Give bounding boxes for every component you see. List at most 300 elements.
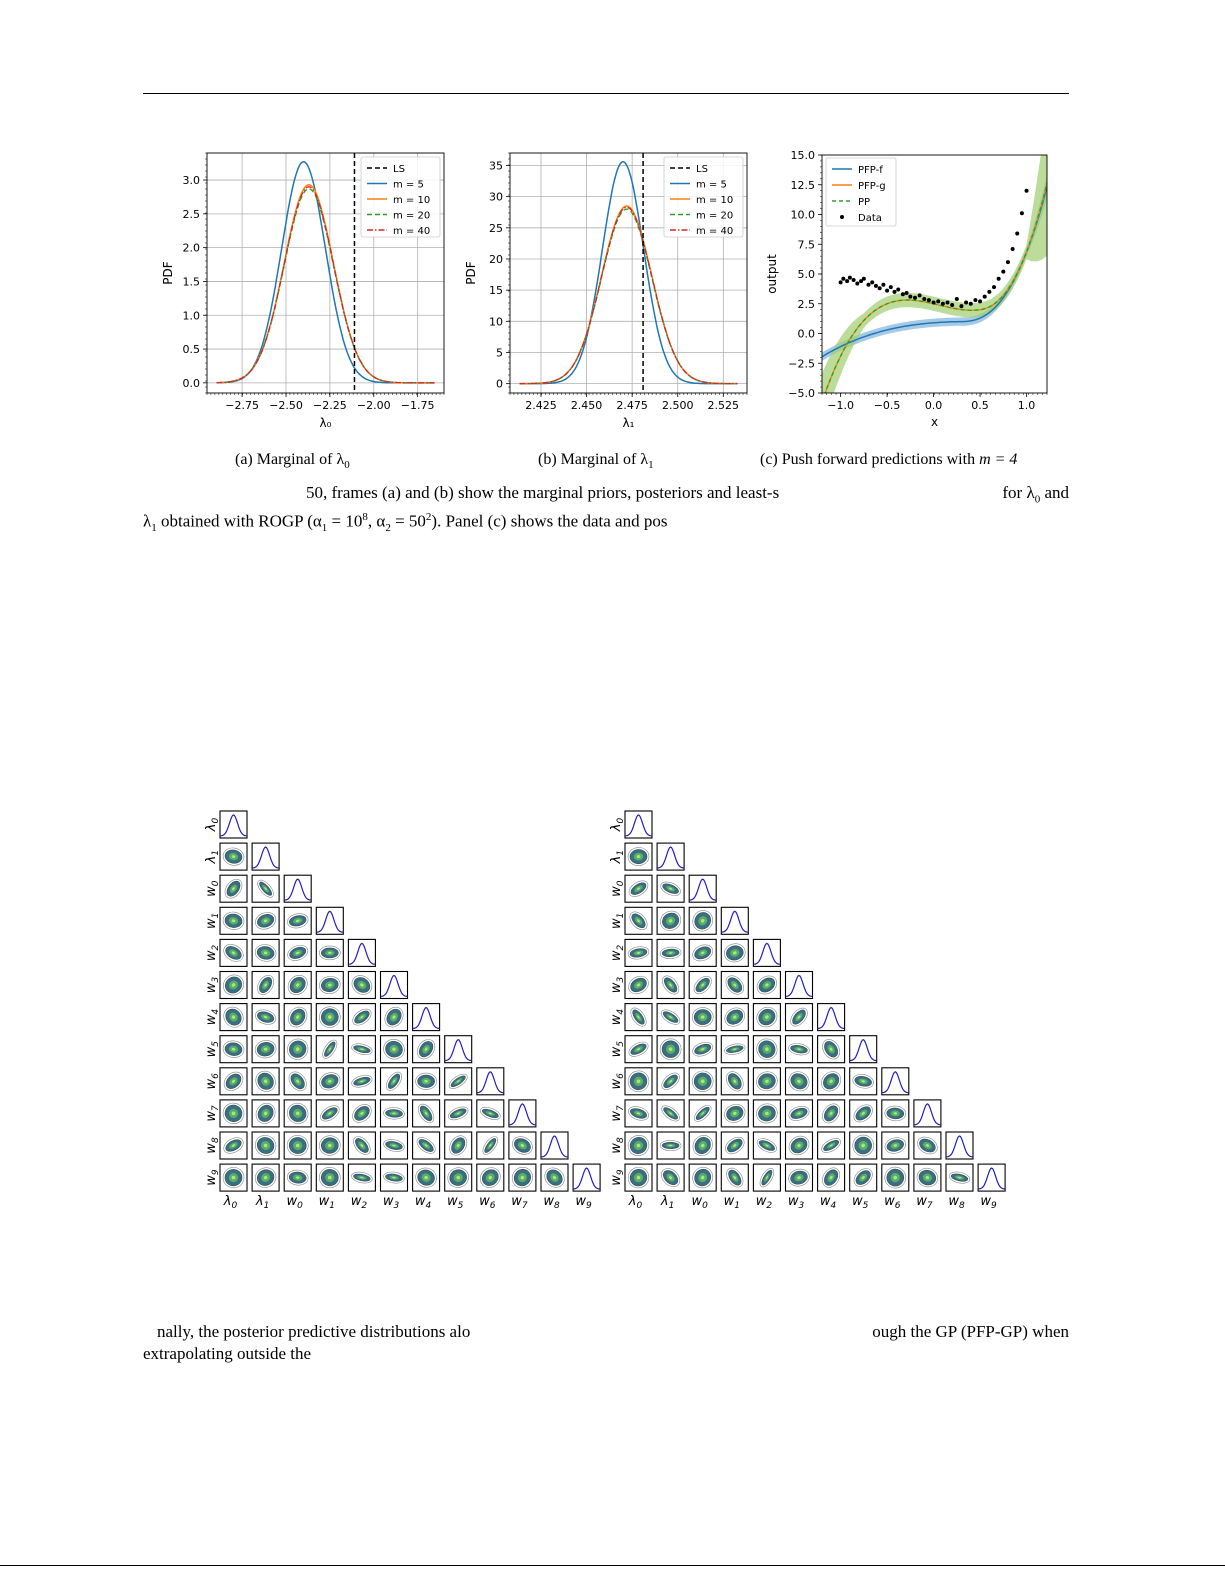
data-point bbox=[881, 283, 885, 287]
y-tick-label: 2.5 bbox=[797, 297, 815, 311]
caption-frag: 2 bbox=[425, 511, 432, 523]
caption-line1-left: 50, frames (a) and (b) show the marginal priors, posteriors and least-s bbox=[306, 483, 780, 502]
marginal-cell bbox=[914, 1100, 941, 1127]
col-label: $w_5$ bbox=[852, 1194, 869, 1212]
y-tick-label: 7.5 bbox=[797, 238, 815, 252]
pair-cell bbox=[316, 972, 343, 999]
col-label: $\lambda_0$ bbox=[628, 1194, 643, 1212]
row-label: $w_8$ bbox=[609, 1137, 626, 1154]
pair-cell bbox=[477, 1132, 504, 1159]
data-point bbox=[941, 302, 945, 306]
pair-cell bbox=[284, 1132, 311, 1159]
pair-cell bbox=[786, 1036, 813, 1063]
y-tick-label: 5 bbox=[496, 346, 503, 360]
col-label-sub: 3 bbox=[393, 1201, 400, 1212]
col-label: $\lambda_1$ bbox=[660, 1194, 675, 1212]
pair-cell bbox=[817, 1068, 844, 1095]
row-label: $w_4$ bbox=[609, 1008, 626, 1026]
pair-cell bbox=[220, 907, 247, 934]
subcaption-a-sub: 0 bbox=[344, 459, 350, 472]
data-point bbox=[969, 302, 973, 306]
col-label-sub: 0 bbox=[636, 1201, 643, 1212]
col-label: $\lambda_1$ bbox=[255, 1194, 270, 1212]
legend-swatch bbox=[840, 215, 844, 219]
row-label: $w_6$ bbox=[609, 1073, 626, 1090]
pair-cell bbox=[689, 907, 716, 935]
x-tick-label: −2.75 bbox=[225, 399, 259, 412]
x-tick-label: −1.0 bbox=[827, 399, 854, 412]
pair-cell bbox=[753, 1132, 780, 1159]
y-tick-label: 15.0 bbox=[790, 149, 815, 162]
data-point bbox=[905, 291, 909, 295]
marginal-cell bbox=[220, 811, 247, 838]
marginal-cell bbox=[252, 843, 279, 870]
marginal-cell bbox=[413, 1004, 440, 1031]
x-tick-label: 2.450 bbox=[570, 399, 603, 412]
pair-cell bbox=[689, 1068, 716, 1095]
pair-cell bbox=[316, 1036, 343, 1063]
caption-frag: 8 bbox=[362, 511, 368, 523]
data-point bbox=[852, 278, 856, 282]
marginal-cell bbox=[509, 1100, 536, 1127]
y-tick-label: 1.5 bbox=[182, 275, 200, 289]
y-tick-label: 2.0 bbox=[182, 241, 200, 255]
subcaption-a-text: (a) Marginal of λ bbox=[235, 451, 345, 468]
col-label-sub: 9 bbox=[586, 1201, 592, 1212]
marginal-cell bbox=[657, 843, 684, 870]
data-point bbox=[874, 284, 878, 288]
marginal-cell bbox=[445, 1036, 472, 1063]
y-tick-label: 10 bbox=[489, 315, 503, 329]
pair-cell bbox=[689, 939, 716, 966]
pair-cell bbox=[413, 1164, 440, 1191]
pair-cell bbox=[753, 972, 780, 999]
y-tick-label: 25 bbox=[489, 221, 503, 235]
legend-label: m = 20 bbox=[393, 210, 431, 222]
pair-cell bbox=[381, 1164, 408, 1191]
row-label-sub: 1 bbox=[616, 912, 626, 919]
footer-rule bbox=[0, 1565, 1225, 1566]
data-point bbox=[878, 286, 882, 290]
caption-frag: 1 bbox=[151, 522, 157, 535]
row-label-sub: 1 bbox=[616, 849, 626, 856]
row-label-sub: 9 bbox=[616, 1169, 626, 1176]
pair-cell bbox=[284, 907, 311, 934]
pair-cell bbox=[914, 1164, 941, 1191]
data-point bbox=[950, 303, 954, 307]
data-point bbox=[1011, 247, 1015, 251]
pair-cell bbox=[283, 1099, 312, 1128]
marginal-cell bbox=[818, 1004, 845, 1031]
caption-frag: and bbox=[1040, 483, 1069, 502]
marginal-cell bbox=[689, 875, 716, 902]
marginal-cell bbox=[850, 1036, 877, 1063]
pair-cell bbox=[316, 1068, 343, 1095]
col-label-sub: 4 bbox=[830, 1201, 837, 1212]
y-axis-label: PDF bbox=[464, 261, 478, 285]
paragraph-line2: extrapolating outside the bbox=[143, 1344, 312, 1363]
caption-frag: 0 bbox=[1034, 493, 1041, 506]
header-rule bbox=[143, 93, 1069, 94]
data-point bbox=[913, 296, 917, 300]
row-label-sub: 9 bbox=[211, 1169, 221, 1176]
row-label: $w_0$ bbox=[609, 880, 626, 897]
row-label: $w_8$ bbox=[204, 1137, 221, 1154]
col-label-sub: 1 bbox=[329, 1201, 335, 1212]
pair-cell bbox=[657, 1068, 684, 1095]
col-label: $w_2$ bbox=[755, 1194, 773, 1212]
col-label-sub: 2 bbox=[361, 1201, 368, 1212]
y-tick-label: 0 bbox=[496, 377, 503, 391]
pair-cell bbox=[413, 1036, 440, 1063]
y-tick-label: 0.0 bbox=[182, 376, 200, 390]
row-label-sub: 0 bbox=[616, 817, 626, 824]
pair-cell bbox=[252, 875, 279, 902]
pair-cell bbox=[625, 875, 652, 902]
pair-cell bbox=[818, 1132, 845, 1159]
pair-cell bbox=[220, 1164, 247, 1191]
subcaption-b-sub: 1 bbox=[648, 459, 654, 472]
pair-cell bbox=[219, 971, 248, 999]
paragraph-line1-right: ough the GP (PFP-GP) when bbox=[872, 1322, 1069, 1341]
row-label: $w_6$ bbox=[204, 1073, 221, 1090]
data-point bbox=[955, 297, 959, 301]
caption-frag: = 50 bbox=[390, 511, 426, 531]
data-point bbox=[1020, 211, 1024, 215]
col-label: $w_6$ bbox=[884, 1194, 901, 1212]
row-label: $w_4$ bbox=[204, 1008, 221, 1026]
data-point bbox=[848, 276, 852, 280]
pair-cell bbox=[348, 1100, 375, 1127]
legend-label: LS bbox=[696, 164, 708, 175]
row-label: $w_3$ bbox=[609, 976, 626, 994]
row-label: $w_3$ bbox=[204, 976, 221, 994]
pair-cell bbox=[721, 1036, 748, 1063]
paragraph-line1-left: nally, the posterior predictive distributions alo bbox=[157, 1322, 471, 1341]
col-label-sub: 5 bbox=[457, 1201, 464, 1212]
data-point bbox=[978, 299, 982, 303]
col-label: $w_0$ bbox=[691, 1194, 708, 1212]
pair-cell bbox=[625, 1036, 652, 1063]
pair-cell bbox=[284, 939, 311, 966]
pair-cell bbox=[316, 1003, 343, 1030]
data-point bbox=[841, 277, 845, 281]
x-tick-label: 2.475 bbox=[616, 399, 648, 412]
pair-cell bbox=[348, 1004, 375, 1031]
legend-label: m = 40 bbox=[696, 226, 734, 237]
data-point bbox=[845, 279, 849, 283]
plot-area bbox=[161, 153, 444, 430]
y-tick-label: 35 bbox=[489, 159, 503, 173]
col-label: $\lambda_0$ bbox=[223, 1194, 238, 1212]
corner-grid bbox=[609, 811, 1005, 1211]
data-point bbox=[862, 277, 866, 281]
pair-cell bbox=[721, 1100, 748, 1127]
row-label-sub: 4 bbox=[616, 1008, 626, 1015]
pair-cell bbox=[625, 972, 652, 999]
pair-cell bbox=[252, 972, 279, 999]
x-axis-label: λ₁ bbox=[622, 416, 635, 430]
subcaption-b bbox=[538, 451, 654, 474]
x-tick-label: 1.0 bbox=[1017, 399, 1036, 412]
row-label: $w_1$ bbox=[609, 912, 626, 929]
col-label: $w_4$ bbox=[819, 1194, 837, 1212]
pair-cell bbox=[625, 1004, 652, 1031]
pair-cell bbox=[753, 1068, 780, 1095]
row-label-sub: 1 bbox=[211, 912, 221, 919]
pair-cell bbox=[657, 939, 684, 966]
marginal-cell bbox=[477, 1068, 504, 1095]
pair-cell bbox=[721, 1164, 748, 1191]
pair-cell bbox=[850, 1100, 877, 1127]
pair-cell bbox=[818, 1164, 845, 1191]
row-label-sub: 3 bbox=[211, 976, 221, 983]
data-point bbox=[997, 277, 1001, 281]
pair-cell bbox=[786, 1004, 813, 1031]
pair-cell bbox=[476, 1164, 504, 1192]
row-label-sub: 6 bbox=[211, 1073, 221, 1079]
subcaption-c-math: m = 4 bbox=[979, 451, 1018, 468]
pair-cell bbox=[316, 1164, 343, 1191]
pair-cell bbox=[283, 1035, 312, 1064]
col-label: $w_9$ bbox=[980, 1194, 997, 1212]
data-point bbox=[964, 301, 968, 305]
col-label: $w_4$ bbox=[414, 1194, 432, 1212]
caption-frag: = 10 bbox=[327, 511, 363, 531]
pair-cell bbox=[220, 1100, 247, 1127]
pair-cell bbox=[252, 939, 279, 966]
x-tick-label: 2.525 bbox=[707, 399, 740, 412]
pair-cell bbox=[220, 1132, 247, 1159]
row-label-sub: 5 bbox=[211, 1041, 221, 1047]
y-tick-label: 30 bbox=[489, 190, 503, 204]
legend-label: m = 10 bbox=[696, 195, 734, 206]
col-label: $w_7$ bbox=[916, 1194, 933, 1212]
x-tick-label: −2.25 bbox=[313, 399, 347, 412]
pair-cell bbox=[625, 939, 652, 966]
caption-line2 bbox=[143, 506, 667, 539]
corner-grid bbox=[204, 811, 600, 1211]
x-axis-label: x bbox=[930, 415, 939, 429]
x-tick-label: 2.425 bbox=[525, 399, 557, 412]
caption-line1-right bbox=[1002, 482, 1069, 510]
pair-cell bbox=[316, 939, 343, 966]
pair-cell bbox=[252, 1036, 279, 1063]
data-point bbox=[922, 297, 926, 301]
pair-cell bbox=[252, 907, 279, 934]
col-label: $w_6$ bbox=[479, 1194, 496, 1212]
data-point bbox=[973, 298, 977, 302]
data-point bbox=[839, 280, 843, 284]
col-label-sub: 0 bbox=[297, 1201, 303, 1212]
pair-cell bbox=[381, 1068, 408, 1095]
pair-cell bbox=[850, 1068, 877, 1095]
legend-label: m = 10 bbox=[393, 195, 431, 206]
marginal-cell bbox=[541, 1132, 568, 1159]
row-label-sub: 7 bbox=[211, 1105, 221, 1111]
y-tick-label: 20 bbox=[489, 252, 503, 266]
col-label-sub: 0 bbox=[702, 1201, 708, 1212]
data-point bbox=[959, 304, 963, 308]
pair-cell bbox=[689, 1132, 716, 1160]
col-label: $w_3$ bbox=[382, 1194, 400, 1212]
pair-cell bbox=[850, 1164, 877, 1191]
legend-label: m = 5 bbox=[393, 179, 424, 191]
subcaption-a bbox=[235, 451, 350, 474]
y-tick-label: 3.0 bbox=[182, 174, 200, 188]
col-label-sub: 5 bbox=[862, 1201, 869, 1212]
data-point bbox=[1015, 232, 1019, 236]
marginal-cell bbox=[978, 1164, 1005, 1191]
caption-frag: , α bbox=[367, 511, 386, 531]
pair-cell bbox=[348, 1164, 375, 1191]
marginal-cell bbox=[786, 972, 813, 999]
subcaption-c-text: (c) Push forward predictions with bbox=[760, 451, 980, 468]
caption-frag: for λ bbox=[1002, 483, 1035, 502]
x-tick-label: 2.500 bbox=[661, 399, 694, 412]
pair-cell bbox=[786, 1100, 813, 1127]
y-tick-label: 2.5 bbox=[182, 207, 200, 221]
pair-cell bbox=[220, 1003, 248, 1031]
row-label: $w_2$ bbox=[609, 944, 626, 962]
pair-cell bbox=[316, 1100, 343, 1127]
legend-label: Data bbox=[858, 213, 882, 224]
caption-frag: 1 bbox=[321, 522, 328, 535]
data-point bbox=[918, 293, 922, 297]
col-label: $w_3$ bbox=[787, 1194, 805, 1212]
y-tick-label: −2.5 bbox=[788, 357, 815, 371]
col-label-sub: 2 bbox=[766, 1201, 773, 1212]
legend-label: m = 5 bbox=[696, 179, 727, 191]
data-point bbox=[1025, 189, 1029, 193]
chart-marginal-lambda1 bbox=[458, 140, 753, 435]
legend-label: PFP-f bbox=[858, 165, 883, 176]
legend-label: PFP-g bbox=[858, 181, 886, 192]
pair-cell bbox=[657, 972, 684, 999]
data-point bbox=[896, 287, 900, 291]
pair-cell bbox=[624, 1131, 652, 1159]
pair-cell bbox=[445, 1100, 472, 1127]
col-label-sub: 7 bbox=[926, 1201, 933, 1212]
plot-area bbox=[765, 140, 1047, 430]
pair-cell bbox=[445, 1132, 472, 1159]
pair-cell bbox=[689, 1100, 716, 1127]
row-label: $w_1$ bbox=[204, 912, 221, 929]
pair-cell bbox=[721, 1004, 748, 1031]
subcaption-b-text: (b) Marginal of λ bbox=[538, 451, 649, 468]
row-label: $\lambda_0$ bbox=[204, 817, 221, 832]
col-label-sub: 6 bbox=[894, 1201, 901, 1212]
marginal-cell bbox=[882, 1068, 909, 1095]
pair-cell bbox=[220, 1068, 247, 1095]
marginal-cell bbox=[753, 939, 780, 966]
pair-cell bbox=[753, 1164, 780, 1191]
pair-cell bbox=[689, 1036, 716, 1063]
row-label-sub: 8 bbox=[616, 1137, 626, 1144]
row-label-sub: 0 bbox=[616, 880, 626, 887]
x-tick-label: −0.5 bbox=[873, 399, 901, 412]
col-label-sub: 1 bbox=[668, 1201, 675, 1212]
x-tick-label: −2.00 bbox=[356, 399, 391, 412]
y-tick-label: −5.0 bbox=[788, 387, 815, 400]
pair-cell bbox=[721, 1132, 748, 1159]
pair-cell bbox=[220, 1036, 247, 1063]
pair-cell bbox=[252, 1164, 280, 1191]
col-label: $w_9$ bbox=[575, 1194, 592, 1212]
pair-cell bbox=[689, 972, 716, 999]
col-label: $w_1$ bbox=[723, 1194, 740, 1212]
row-label-sub: 6 bbox=[616, 1073, 626, 1079]
pair-cell bbox=[284, 1164, 311, 1191]
row-label-sub: 2 bbox=[616, 944, 626, 951]
contour-core bbox=[424, 1080, 428, 1083]
pair-cell bbox=[657, 907, 685, 934]
col-label-sub: 1 bbox=[263, 1201, 270, 1212]
pair-cell bbox=[625, 843, 652, 870]
pair-cell bbox=[348, 1036, 375, 1063]
corner-plot-left bbox=[200, 805, 610, 1215]
pair-cell bbox=[882, 1100, 909, 1127]
row-label: $w_2$ bbox=[204, 944, 221, 962]
pair-cell bbox=[252, 1100, 279, 1127]
row-label-sub: 1 bbox=[211, 849, 221, 856]
data-point bbox=[889, 285, 893, 289]
x-tick-label: 0.5 bbox=[971, 399, 989, 412]
col-label-sub: 8 bbox=[553, 1201, 560, 1212]
pair-cell bbox=[657, 1100, 684, 1127]
pair-cell bbox=[381, 1100, 408, 1127]
col-label: $w_5$ bbox=[447, 1194, 464, 1212]
y-tick-label: 1.0 bbox=[182, 309, 200, 323]
row-label: $w_9$ bbox=[204, 1169, 221, 1186]
row-label: $\lambda_1$ bbox=[609, 849, 626, 864]
col-label: $w_1$ bbox=[318, 1194, 335, 1212]
pair-cell bbox=[657, 1004, 684, 1031]
caption-frag: 2 bbox=[385, 522, 391, 535]
pair-cell bbox=[689, 1004, 716, 1031]
col-label-sub: 0 bbox=[231, 1201, 238, 1212]
x-tick-label: 0.0 bbox=[924, 399, 943, 412]
row-label-sub: 0 bbox=[211, 817, 221, 824]
pair-cell bbox=[541, 1164, 568, 1191]
pair-cell bbox=[785, 1132, 812, 1159]
x-tick-label: −1.75 bbox=[400, 399, 435, 412]
row-label: $w_5$ bbox=[609, 1041, 626, 1058]
caption-frag: λ bbox=[143, 511, 152, 531]
pair-cell bbox=[753, 1100, 780, 1127]
pair-cell bbox=[753, 1035, 781, 1063]
pair-cell bbox=[785, 1068, 813, 1095]
x-tick-label: −2.50 bbox=[269, 399, 303, 412]
marginal-cell bbox=[721, 907, 748, 934]
col-label: $w_2$ bbox=[350, 1194, 368, 1212]
data-point bbox=[901, 292, 905, 296]
chart-marginal-lambda0 bbox=[155, 140, 450, 435]
pair-cell bbox=[413, 1100, 440, 1127]
legend-label: PP bbox=[858, 197, 871, 208]
pair-cell bbox=[657, 1164, 684, 1191]
y-tick-label: 0.0 bbox=[797, 327, 815, 341]
pair-cell bbox=[946, 1164, 973, 1191]
pair-cell bbox=[624, 1067, 653, 1096]
row-label-sub: 5 bbox=[616, 1041, 626, 1047]
row-label: $w_7$ bbox=[609, 1105, 626, 1122]
pair-cell bbox=[348, 972, 375, 999]
pair-cell bbox=[657, 875, 684, 902]
legend-label: m = 20 bbox=[696, 210, 734, 222]
marginal-cell bbox=[316, 907, 343, 934]
y-tick-label: 5.0 bbox=[797, 268, 815, 281]
